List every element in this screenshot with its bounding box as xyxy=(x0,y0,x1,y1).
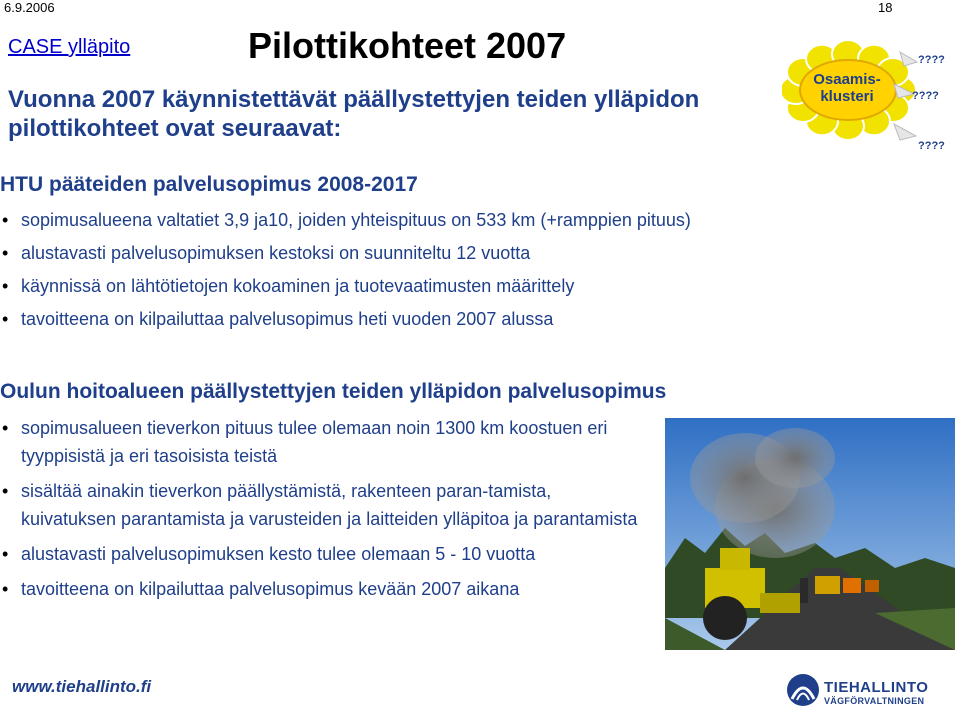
tiehallinto-logo xyxy=(786,673,946,709)
logo-subtitle: VÄGFÖRVALTNINGEN xyxy=(824,696,925,706)
road-paving-photo xyxy=(665,418,955,650)
footer-url[interactable]: www.tiehallinto.fi xyxy=(12,677,152,696)
question-mark-1: ???? xyxy=(918,54,945,66)
list-item: • tavoitteena on kilpailuttaa palvelusopimus kevään 2007 aikana xyxy=(0,575,650,603)
slide-date: 6.9.2006 xyxy=(4,0,55,15)
logo-name: TIEHALLINTO xyxy=(824,679,929,696)
section2-heading: Oulun hoitoalueen päällystettyjen teiden ylläpidon palvelusopimus xyxy=(0,380,667,403)
question-mark-2: ???? xyxy=(912,90,939,102)
slide-subtitle: Vuonna 2007 käynnistettävät päällystettyjen teiden ylläpidon pilottikohteet ovat seuraavat: xyxy=(8,86,700,142)
section1-list xyxy=(0,206,900,338)
page-number: 18 xyxy=(878,0,893,15)
list-item: • tavoitteena on kilpailuttaa palvelusopimus heti vuoden 2007 alussa xyxy=(0,305,900,333)
cluster-label: Osaamis-klusteri xyxy=(813,71,881,105)
list-item: • sisältää ainakin tieverkon päällystämistä, rakenteen paran-tamista, kuivatuksen parantamista ja varusteiden ja laitteiden ylläpitoa ja parantamista xyxy=(0,477,650,533)
list-item: • sopimusalueena valtatiet 3,9 ja10, joiden yhteispituus on 533 km (+ramppien pituus) xyxy=(0,206,900,234)
list-item: • alustavasti palvelusopimuksen kesto tulee olemaan 5 - 10 vuotta xyxy=(0,540,650,568)
list-item: • alustavasti palvelusopimuksen kestoksi on suunniteltu 12 vuotta xyxy=(0,239,900,267)
list-item: • sopimusalueen tieverkon pituus tulee olemaan noin 1300 km koostuen eri tyyppisistä ja eri tasoisista teistä xyxy=(0,414,650,470)
tiehallinto-emblem-icon xyxy=(786,673,820,707)
section1-heading: HTU pääteiden palvelusopimus 2008-2017 xyxy=(0,173,418,196)
question-mark-3: ???? xyxy=(918,140,945,152)
section2-list xyxy=(0,414,650,610)
road-paving-image xyxy=(665,418,955,650)
slide-title: Pilottikohteet 2007 xyxy=(248,25,567,66)
osaamisklusteri-graphic xyxy=(782,34,960,154)
list-item: • käynnissä on lähtötietojen kokoaminen ja tuotevaatimusten määrittely xyxy=(0,272,900,300)
case-yllapito-link[interactable]: CASE ylläpito xyxy=(8,36,131,58)
